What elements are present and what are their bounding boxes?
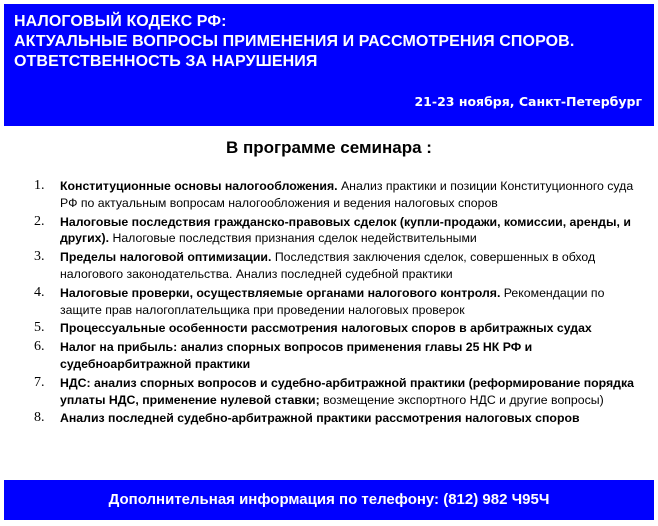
item-content: [60, 285, 646, 319]
footer-banner: [4, 480, 654, 520]
item-number: 7.: [34, 374, 45, 390]
program-list: [22, 178, 646, 429]
header-title-line-2: АКТУАЛЬНЫЕ ВОПРОСЫ ПРИМЕНЕНИЯ И РАССМОТРЕНИЯ СПОРОВ.: [14, 33, 575, 50]
header-title-line-1: НАЛОГОВЫЙ КОДЕКС РФ:: [14, 13, 227, 30]
item-content: [60, 214, 646, 248]
program-item: [22, 410, 646, 427]
program-item: [22, 214, 646, 248]
item-number: 2.: [34, 213, 45, 229]
item-content: [60, 339, 646, 373]
item-content: [60, 320, 592, 337]
item-bold-text: НДС: анализ спорных вопросов и судебно-арбитражной практики (реформирование порядка уплаты НДС, применение нулевой ставки;: [60, 375, 634, 407]
header-title-line-3: ОТВЕТСТВЕННОСТЬ ЗА НАРУШЕНИЯ: [14, 53, 318, 70]
item-content: [60, 178, 646, 212]
program-item: [22, 249, 646, 283]
footer-contact-text: Дополнительная информация по телефону: (812) 982 Ч95Ч: [108, 491, 550, 508]
item-number: 8.: [34, 410, 45, 426]
item-bold-text: Конституционные основы налогообложения.: [60, 179, 338, 193]
item-number: 6.: [34, 339, 45, 355]
item-text: Налоговые последствия признания сделок недействительными: [109, 231, 477, 246]
program-item: [22, 178, 646, 212]
item-bold-text: Налог на прибыль: анализ спорных вопросов применения главы 25 НК РФ и судебноарбитражной практики: [60, 340, 533, 371]
item-bold-text: Налоговые проверки, осуществляемые органами налогового контроля.: [60, 285, 501, 300]
item-bold-text: Пределы налоговой оптимизации.: [60, 250, 272, 265]
item-number: 1.: [34, 178, 45, 193]
item-number: 5.: [34, 320, 45, 336]
item-bold-text: Анализ последней судебно-арбитражной практики рассмотрения налоговых споров: [60, 411, 580, 426]
item-content: [60, 410, 580, 427]
program-item: [22, 285, 646, 319]
item-bold-text: Налоговые последствия гражданско-правовых сделок (купли-продажи, комиссии, аренды, и других).: [60, 214, 631, 246]
item-text: Последствия заключения сделок, совершенных в обход налогового законодательства. Анализ последней судебной практики: [60, 250, 596, 281]
header-banner: [4, 4, 654, 126]
program-item: [22, 320, 646, 337]
date-location: 21-23 ноября, Санкт-Петербург: [414, 94, 642, 109]
item-content: [60, 375, 646, 409]
item-bold-text: Процессуальные особенности рассмотрения налоговых споров в арбитражных судах: [60, 321, 592, 336]
item-number: 3.: [34, 249, 45, 265]
item-number: 4.: [34, 284, 45, 300]
program-item: [22, 339, 646, 373]
program-title: В программе семинара :: [226, 138, 432, 157]
item-text: Анализ практики и позиции Конституционного суда РФ по актуальным вопросам налогообложения и ведения налоговых споров: [60, 179, 634, 210]
item-text: возмещение экспортного НДС и другие вопросы): [319, 392, 604, 407]
program-item: [22, 375, 646, 409]
item-text: Рекомендации по защите прав налогоплательщика при проведении налоговых проверок: [60, 285, 605, 317]
item-content: [60, 249, 646, 283]
